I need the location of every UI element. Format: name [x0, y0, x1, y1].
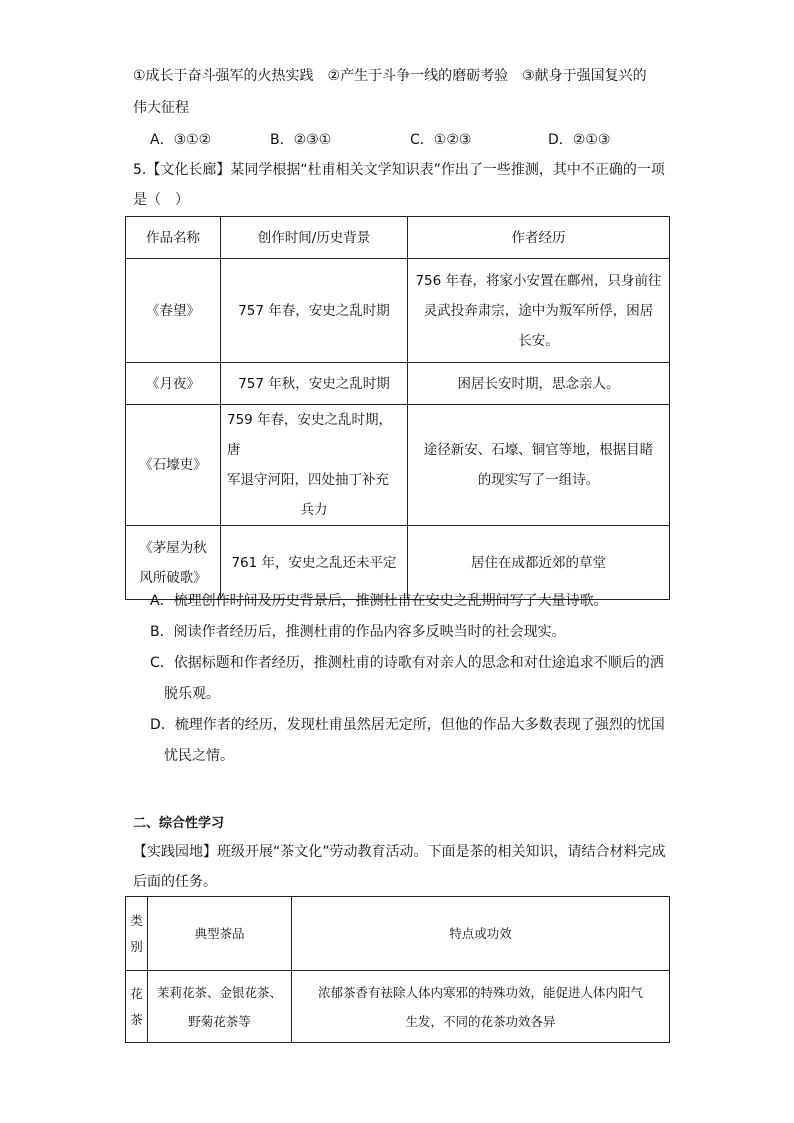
header-category: 类 别 [126, 897, 148, 971]
q4-line-2: 伟大征程 [133, 100, 189, 116]
experience-cell: 途径新安、石壕、铜官等地，根据目睹 的现实写了一组诗。 [408, 405, 670, 526]
q5-choice-a[interactable]: A．梳理创作时间及历史背景后，推测杜甫在安史之乱期间写了大量诗歌。 [150, 593, 608, 609]
time-cell: 757 年秋，安史之乱时期 [221, 363, 408, 405]
q4-option-b[interactable]: B．②③① [270, 132, 332, 148]
table-row [126, 363, 670, 405]
work-cell: 《月夜》 [126, 363, 221, 405]
q4-line-1: ①成长于奋斗强军的火热实践 ②产生于斗争一线的磨砺考验 ③献身于强国复兴的 [133, 68, 647, 84]
table-row [126, 526, 670, 600]
experience-cell: 困居长安时期，思念亲人。 [408, 363, 670, 405]
work-cell: 《茅屋为秋 风所破歌》 [126, 526, 221, 600]
header-feature: 特点或功效 [292, 897, 670, 971]
q4-option-c[interactable]: C．①②③ [410, 132, 472, 148]
q4-option-d[interactable]: D．②①③ [548, 132, 611, 148]
section-intro-line-1: 【实践园地】班级开展“茶文化”劳动教育活动。下面是茶的相关知识，请结合材料完成 [133, 844, 666, 860]
time-cell: 759 年春，安史之乱时期，唐 军退守河阳，四处抽丁补充 兵力 [221, 405, 408, 526]
header-typical-tea: 典型茶品 [148, 897, 292, 971]
q5-choice-d[interactable]: D．梳理作者的经历，发现杜甫虽然居无定所，但他的作品大多数表现了强烈的忧国 [150, 717, 665, 733]
q5-stem-line-1: 5.【文化长廊】某同学根据“杜甫相关文学知识表”作出了一些推测，其中不正确的一项 [133, 162, 665, 178]
q5-choice-c[interactable]: C．依据标题和作者经历，推测杜甫的诗歌有对亲人的思念和对仕途追求不顺后的洒 [150, 655, 664, 671]
table-row [126, 971, 670, 1043]
header-time-background: 创作时间/历史背景 [221, 217, 408, 259]
experience-cell: 居住在成都近郊的草堂 [408, 526, 670, 600]
table-row [126, 259, 670, 363]
table-row [126, 405, 670, 526]
q5-choice-c-cont: 脱乐观。 [164, 686, 220, 702]
q4-option-a[interactable]: A．③①② [150, 132, 212, 148]
table-header-row [126, 217, 670, 259]
work-cell: 《石壕吏》 [126, 405, 221, 526]
time-cell: 757 年春，安史之乱时期 [221, 259, 408, 363]
tea-table [125, 896, 670, 1043]
tea-table-header-row [126, 897, 670, 971]
section-title: 二、综合性学习 [133, 816, 225, 831]
time-cell: 761 年，安史之乱还未平定 [221, 526, 408, 600]
q5-choice-b[interactable]: B．阅读作者经历后，推测杜甫的作品内容多反映当时的社会现实。 [150, 624, 566, 640]
q5-stem-line-2: 是（ ） [133, 192, 189, 208]
work-cell: 《春望》 [126, 259, 221, 363]
q5-choice-d-cont: 忧民之情。 [164, 748, 234, 764]
header-author-experience: 作者经历 [408, 217, 670, 259]
header-work-name: 作品名称 [126, 217, 221, 259]
experience-cell: 756 年春，将家小安置在鄜州，只身前往 灵武投奔肃宗，途中为叛军所俘，困居 长安。 [408, 259, 670, 363]
section-intro-line-2: 后面的任务。 [133, 874, 217, 890]
feature-cell: 浓郁茶香有祛除人体内寒邪的特殊功效，能促进人体内阳气 生发，不同的花茶功效各异 [292, 971, 670, 1043]
typical-tea-cell: 茉莉花茶、金银花茶、 野菊花茶等 [148, 971, 292, 1043]
category-cell: 花 茶 [126, 971, 148, 1043]
dufu-knowledge-table [125, 216, 670, 600]
